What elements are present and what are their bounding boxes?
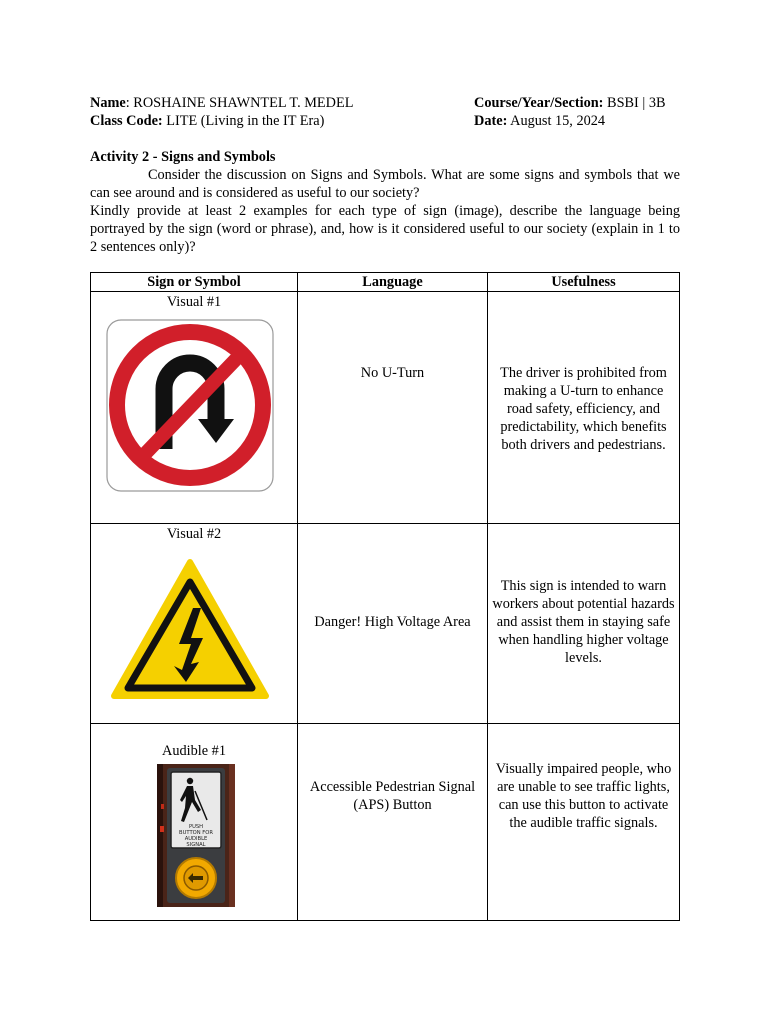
sign-label: Audible #1 <box>162 743 226 759</box>
sign-label: Visual #2 <box>166 526 222 542</box>
svg-text:SIGNAL: SIGNAL <box>186 842 206 848</box>
activity-title: Activity 2 - Signs and Symbols <box>90 149 276 165</box>
course-year-section <box>474 94 666 112</box>
language-cell <box>298 292 488 524</box>
svg-text:BUTTON FOR: BUTTON FOR <box>179 830 213 836</box>
table-header-row <box>91 273 680 292</box>
header-row-1 <box>90 94 680 112</box>
name-value: : ROSHAINE SHAWNTEL T. MEDEL <box>125 95 354 111</box>
table-row <box>91 524 680 724</box>
course-label: Course/Year/Section: <box>474 95 604 111</box>
aps-button-icon <box>157 764 235 912</box>
signs-table <box>90 272 680 921</box>
usefulness-text: Visually impaired people, who are unable to see traffic lights, can use this button to activate the audible traffic signals. <box>495 761 672 831</box>
table-row <box>91 292 680 524</box>
sign-label: Visual #1 <box>166 294 222 310</box>
date-value: August 15, 2024 <box>507 113 606 129</box>
usefulness-cell <box>488 524 680 724</box>
student-name <box>90 94 353 112</box>
usefulness-cell <box>488 292 680 524</box>
usefulness-cell <box>488 724 680 921</box>
header-sign-or-symbol: Sign or Symbol <box>91 273 298 292</box>
sign-cell <box>91 524 298 724</box>
class-value: LITE (Living in the IT Era) <box>162 113 325 129</box>
course-value: BSBI | 3B <box>603 95 666 111</box>
sign-cell <box>91 292 298 524</box>
high-voltage-warning-sign-icon <box>111 558 269 707</box>
header-row-2 <box>90 112 680 130</box>
header-usefulness: Usefulness <box>488 273 680 292</box>
activity-prompt-2: Kindly provide at least 2 examples for each type of sign (image), describe the language being portrayed by the sign (word or phrase), and, how is it considered useful to our society (explain in 1 to 2 sentences only)? <box>90 203 680 255</box>
class-label: Class Code: <box>90 113 163 129</box>
name-label: Name <box>90 95 126 111</box>
language-text: Accessible Pedestrian Signal (APS) Button <box>309 779 476 813</box>
date-label: Date: <box>474 113 508 129</box>
svg-text:AUDIBLE: AUDIBLE <box>184 836 208 842</box>
language-text: Danger! High Voltage Area <box>314 614 471 630</box>
activity-prompt-1: Consider the discussion on Signs and Symbols. What are some signs and symbols that we can see around and is considered as useful to our society? <box>90 167 680 201</box>
usefulness-text: This sign is intended to warn workers about potential hazards and assist them in staying safe when handling higher voltage levels. <box>492 578 675 666</box>
svg-text:PUSH: PUSH <box>188 824 204 830</box>
class-code <box>90 112 324 130</box>
table-row <box>91 724 680 921</box>
usefulness-text: The driver is prohibited from making a U-turn to enhance road safety, efficiency, and predictability, which benefits both drivers and pedestrians. <box>500 365 667 453</box>
header-language: Language <box>298 273 488 292</box>
language-cell <box>298 724 488 921</box>
sign-cell <box>91 724 298 921</box>
language-cell <box>298 524 488 724</box>
no-u-turn-sign-icon <box>106 319 274 497</box>
date <box>474 112 605 130</box>
language-text: No U-Turn <box>360 365 425 381</box>
